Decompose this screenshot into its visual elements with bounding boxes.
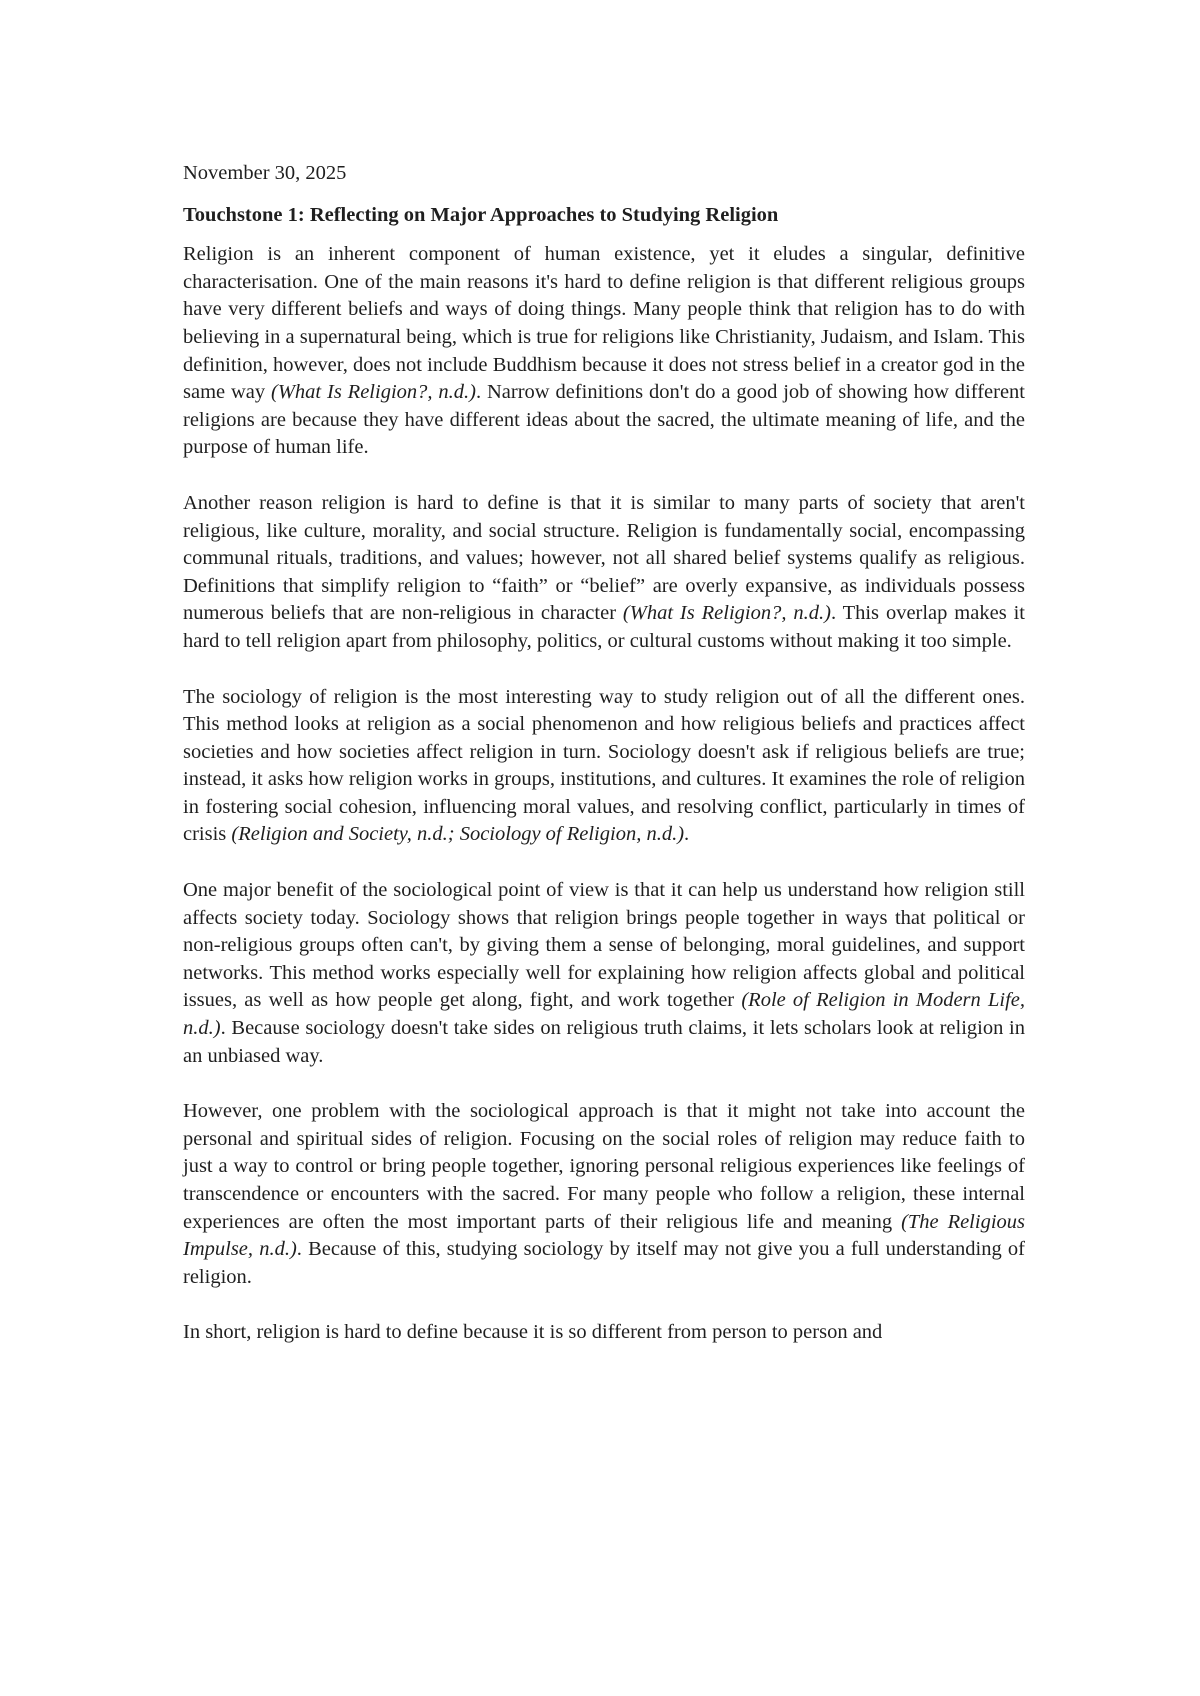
paragraph-text: . Because sociology doesn't take sides on religious truth claims, it lets scholars look at religion in an unbiased way. bbox=[183, 1017, 1025, 1067]
document-date: November 30, 2025 bbox=[183, 162, 347, 184]
paragraph-text: One major benefit of the sociological point of view is that it can help us understand how religion still affects society today. Sociology shows that religion brings people together in ways that political or non-religious groups often can't, by giving them a sense of belonging, moral guidelines, and support networks. This method works especially well for explaining how religion affects global and political issues, as well as how people get along, fight, and work together bbox=[183, 879, 1025, 1012]
document-body bbox=[183, 160, 1025, 1347]
paragraph-text: . bbox=[684, 823, 690, 846]
citation: (The Religious Impulse, n.d.) bbox=[183, 1210, 1026, 1261]
paragraph-text: . Because of this, studying sociology by itself may not give you a full understanding of religion. bbox=[183, 1238, 1025, 1288]
paragraph-6 bbox=[183, 1319, 1025, 1347]
paragraph-1 bbox=[183, 241, 1025, 462]
paragraph-2 bbox=[183, 490, 1025, 656]
citation: (What Is Religion?, n.d.) bbox=[622, 602, 831, 625]
paragraph-text: However, one problem with the sociological approach is that it might not take into account the personal and spiritual sides of religion. Focusing on the social roles of religion may reduce faith to just a way to control or bring people together, ignoring personal religious experiences like feelings of transcendence or encounters with the sacred. For many people who follow a religion, these internal experiences are often the most important parts of their religious life and meaning bbox=[183, 1100, 1025, 1233]
paragraph-text: . Narrow definitions don't do a good job of showing how different religions are because they have different ideas about the sacred, the ultimate meaning of life, and the purpose of human life. bbox=[183, 381, 1025, 459]
paragraph-3 bbox=[183, 684, 1025, 850]
paragraph-text: . This overlap makes it hard to tell religion apart from philosophy, politics, or cultural customs without making it too simple. bbox=[183, 602, 1025, 652]
paragraph-4 bbox=[183, 877, 1025, 1070]
citation: (Role of Religion in Modern Life, n.d.) bbox=[183, 989, 1025, 1040]
paragraph-text: Another reason religion is hard to define is that it is similar to many parts of society that aren't religious, like culture, morality, and social structure. Religion is fundamentally social, encompassing communal rituals, traditions, and values; however, not all shared belief systems qualify as religious. Definitions that simplify religion to “faith” or “belief” are overly expansive, as individuals possess numerous beliefs that are non-religious in character bbox=[183, 491, 1025, 625]
paragraph-text: In short, religion is hard to define because it is so different from person to person and bbox=[183, 1321, 883, 1344]
document-title: Touchstone 1: Reflecting on Major Approaches to Studying Religion bbox=[183, 203, 779, 226]
paragraph-text: Religion is an inherent component of human existence, yet it eludes a singular, definitive characterisation. One of the main reasons it's hard to define religion is that different religious groups have very different beliefs and ways of doing things. Many people think that religion has to do with believing in a supernatural being, which is true for religions like Christianity, Judaism, and Islam. This definition, however, does not include Buddhism because it does not stress belief in a creator god in the same way bbox=[183, 243, 1025, 404]
paragraph-text: The sociology of religion is the most interesting way to study religion out of all the different ones. This method looks at religion as a social phenomenon and how religious beliefs and practices affect societies and how societies affect religion in turn. Sociology doesn't ask if religious beliefs are true; instead, it asks how religion works in groups, institutions, and cultures. It examines the role of religion in fostering social cohesion, influencing moral values, and resolving conflict, particularly in times of crisis bbox=[183, 685, 1025, 846]
citation: (Religion and Society, n.d.; Sociology of Religion, n.d.) bbox=[231, 823, 685, 846]
paragraph-5 bbox=[183, 1098, 1025, 1291]
citation: (What Is Religion?, n.d.) bbox=[271, 381, 476, 404]
